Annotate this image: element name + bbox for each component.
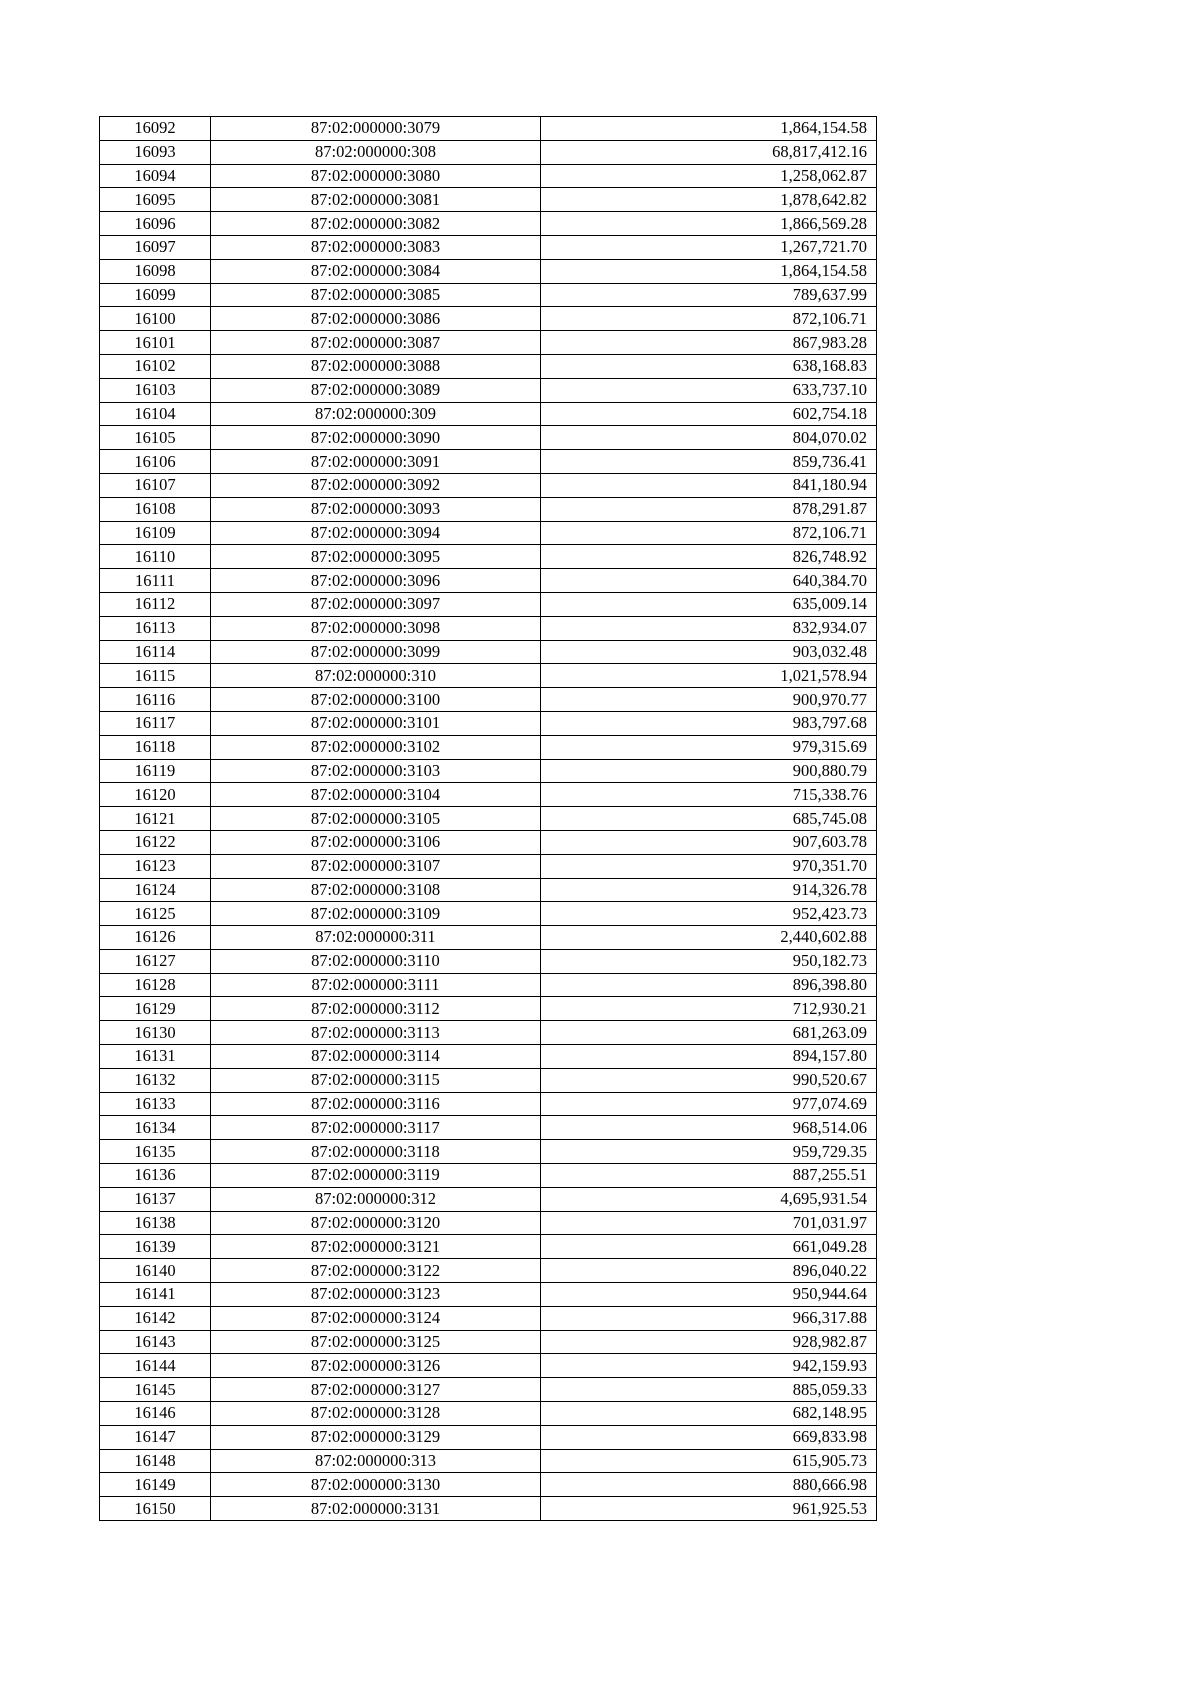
cadastral-value-cell: 880,666.98 [541,1473,877,1497]
cadastral-value-cell: 1,267,721.70 [541,235,877,259]
table-row [100,688,877,712]
cadastral-number-cell: 87:02:000000:3083 [211,235,541,259]
cadastral-number-cell: 87:02:000000:3088 [211,354,541,378]
cadastral-number-cell: 87:02:000000:311 [211,926,541,950]
row-number-cell: 16125 [100,902,211,926]
cadastral-number-cell: 87:02:000000:312 [211,1187,541,1211]
cadastral-value-cell: 872,106.71 [541,521,877,545]
row-number-cell: 16099 [100,283,211,307]
cadastral-value-cell: 977,074.69 [541,1092,877,1116]
row-number-cell: 16132 [100,1068,211,1092]
cadastral-number-cell: 87:02:000000:3090 [211,426,541,450]
cadastral-value-cell: 966,317.88 [541,1306,877,1330]
cadastral-value-cell: 950,182.73 [541,949,877,973]
row-number-cell: 16101 [100,331,211,355]
table-row [100,949,877,973]
row-number-cell: 16128 [100,973,211,997]
cadastral-number-cell: 87:02:000000:3106 [211,830,541,854]
row-number-cell: 16137 [100,1187,211,1211]
cadastral-number-cell: 87:02:000000:3131 [211,1497,541,1521]
table-row [100,997,877,1021]
table-row [100,1330,877,1354]
cadastral-number-cell: 87:02:000000:313 [211,1449,541,1473]
cadastral-value-cell: 942,159.93 [541,1354,877,1378]
cadastral-number-cell: 87:02:000000:3122 [211,1259,541,1283]
row-number-cell: 16105 [100,426,211,450]
row-number-cell: 16112 [100,592,211,616]
cadastral-value-cell: 2,440,602.88 [541,926,877,950]
cadastral-number-cell: 87:02:000000:3124 [211,1306,541,1330]
row-number-cell: 16129 [100,997,211,1021]
table-row [100,117,877,141]
cadastral-number-cell: 87:02:000000:3108 [211,878,541,902]
row-number-cell: 16110 [100,545,211,569]
row-number-cell: 16102 [100,354,211,378]
table-row [100,711,877,735]
table-row [100,1497,877,1521]
cadastral-number-cell: 87:02:000000:3110 [211,949,541,973]
table-row [100,259,877,283]
row-number-cell: 16114 [100,640,211,664]
cadastral-value-cell: 640,384.70 [541,569,877,593]
table-row [100,1164,877,1188]
cadastral-number-cell: 87:02:000000:3130 [211,1473,541,1497]
cadastral-number-cell: 87:02:000000:3094 [211,521,541,545]
cadastral-number-cell: 87:02:000000:3123 [211,1283,541,1307]
cadastral-value-cell: 872,106.71 [541,307,877,331]
cadastral-value-cell: 907,603.78 [541,830,877,854]
cadastral-number-cell: 87:02:000000:3104 [211,783,541,807]
cadastral-number-cell: 87:02:000000:3084 [211,259,541,283]
row-number-cell: 16130 [100,1021,211,1045]
cadastral-value-cell: 832,934.07 [541,616,877,640]
cadastral-number-cell: 87:02:000000:3109 [211,902,541,926]
table-row [100,878,877,902]
table-row [100,212,877,236]
row-number-cell: 16148 [100,1449,211,1473]
table-row [100,426,877,450]
cadastral-number-cell: 87:02:000000:3129 [211,1425,541,1449]
cadastral-number-cell: 87:02:000000:3107 [211,854,541,878]
cadastral-number-cell: 87:02:000000:3105 [211,807,541,831]
cadastral-value-cell: 903,032.48 [541,640,877,664]
row-number-cell: 16116 [100,688,211,712]
cadastral-value-cell: 602,754.18 [541,402,877,426]
cadastral-value-cell: 952,423.73 [541,902,877,926]
row-number-cell: 16134 [100,1116,211,1140]
row-number-cell: 16122 [100,830,211,854]
row-number-cell: 16103 [100,378,211,402]
cadastral-number-cell: 87:02:000000:3126 [211,1354,541,1378]
cadastral-value-cell: 826,748.92 [541,545,877,569]
cadastral-number-cell: 87:02:000000:3128 [211,1402,541,1426]
table-row [100,378,877,402]
row-number-cell: 16119 [100,759,211,783]
cadastral-number-cell: 87:02:000000:3111 [211,973,541,997]
cadastral-value-cell: 638,168.83 [541,354,877,378]
cadastral-number-cell: 87:02:000000:3114 [211,1045,541,1069]
cadastral-value-cell: 4,695,931.54 [541,1187,877,1211]
cadastral-number-cell: 87:02:000000:3119 [211,1164,541,1188]
cadastral-value-cell: 900,970.77 [541,688,877,712]
row-number-cell: 16135 [100,1140,211,1164]
cadastral-value-cell: 983,797.68 [541,711,877,735]
cadastral-value-cell: 661,049.28 [541,1235,877,1259]
cadastral-value-cell: 887,255.51 [541,1164,877,1188]
table-row [100,1378,877,1402]
cadastral-value-cell: 859,736.41 [541,450,877,474]
cadastral-number-cell: 87:02:000000:308 [211,140,541,164]
table-row [100,1402,877,1426]
cadastral-number-cell: 87:02:000000:3096 [211,569,541,593]
row-number-cell: 16131 [100,1045,211,1069]
row-number-cell: 16140 [100,1259,211,1283]
cadastral-value-cell: 896,398.80 [541,973,877,997]
table-row [100,592,877,616]
row-number-cell: 16106 [100,450,211,474]
row-number-cell: 16095 [100,188,211,212]
row-number-cell: 16127 [100,949,211,973]
cadastral-number-cell: 87:02:000000:3118 [211,1140,541,1164]
row-number-cell: 16108 [100,497,211,521]
table-row [100,402,877,426]
cadastral-value-cell: 789,637.99 [541,283,877,307]
table-row [100,902,877,926]
table-row [100,1449,877,1473]
cadastral-number-cell: 87:02:000000:3099 [211,640,541,664]
cadastral-number-cell: 87:02:000000:3081 [211,188,541,212]
table-row [100,973,877,997]
cadastral-number-cell: 87:02:000000:3100 [211,688,541,712]
cadastral-value-cell: 682,148.95 [541,1402,877,1426]
cadastral-value-cell: 701,031.97 [541,1211,877,1235]
cadastral-value-cell: 615,905.73 [541,1449,877,1473]
table-row [100,1283,877,1307]
row-number-cell: 16093 [100,140,211,164]
cadastral-number-cell: 87:02:000000:3082 [211,212,541,236]
cadastral-value-cell: 841,180.94 [541,473,877,497]
cadastral-value-cell: 867,983.28 [541,331,877,355]
table-row [100,521,877,545]
row-number-cell: 16115 [100,664,211,688]
row-number-cell: 16094 [100,164,211,188]
cadastral-value-cell: 878,291.87 [541,497,877,521]
row-number-cell: 16139 [100,1235,211,1259]
cadastral-value-cell: 894,157.80 [541,1045,877,1069]
row-number-cell: 16149 [100,1473,211,1497]
table-row [100,1045,877,1069]
table-row [100,1092,877,1116]
cadastral-number-cell: 87:02:000000:3117 [211,1116,541,1140]
row-number-cell: 16146 [100,1402,211,1426]
cadastral-value-cell: 959,729.35 [541,1140,877,1164]
cadastral-number-cell: 87:02:000000:3121 [211,1235,541,1259]
table-row [100,1306,877,1330]
cadastral-value-cell: 885,059.33 [541,1378,877,1402]
table-row [100,1425,877,1449]
cadastral-value-cell: 635,009.14 [541,592,877,616]
table-body [100,117,877,1521]
cadastral-number-cell: 87:02:000000:3093 [211,497,541,521]
cadastral-number-cell: 87:02:000000:3127 [211,1378,541,1402]
cadastral-value-cell: 914,326.78 [541,878,877,902]
table-row [100,1068,877,1092]
row-number-cell: 16109 [100,521,211,545]
row-number-cell: 16092 [100,117,211,141]
row-number-cell: 16145 [100,1378,211,1402]
row-number-cell: 16123 [100,854,211,878]
cadastral-value-cell: 685,745.08 [541,807,877,831]
table-row [100,1140,877,1164]
cadastral-value-cell: 950,944.64 [541,1283,877,1307]
table-row [100,664,877,688]
table-row [100,1187,877,1211]
cadastral-number-cell: 87:02:000000:3125 [211,1330,541,1354]
cadastral-number-cell: 87:02:000000:3092 [211,473,541,497]
cadastral-number-cell: 87:02:000000:3112 [211,997,541,1021]
cadastral-number-cell: 87:02:000000:3102 [211,735,541,759]
cadastral-value-cell: 715,338.76 [541,783,877,807]
row-number-cell: 16113 [100,616,211,640]
cadastral-value-cell: 968,514.06 [541,1116,877,1140]
cadastral-number-cell: 87:02:000000:3120 [211,1211,541,1235]
row-number-cell: 16124 [100,878,211,902]
cadastral-value-cell: 1,021,578.94 [541,664,877,688]
cadastral-number-cell: 87:02:000000:3080 [211,164,541,188]
table-row [100,1259,877,1283]
table-row [100,283,877,307]
cadastral-value-cell: 979,315.69 [541,735,877,759]
row-number-cell: 16143 [100,1330,211,1354]
row-number-cell: 16111 [100,569,211,593]
cadastral-value-cell: 896,040.22 [541,1259,877,1283]
cadastral-number-cell: 87:02:000000:3098 [211,616,541,640]
table-row [100,140,877,164]
cadastral-number-cell: 87:02:000000:309 [211,402,541,426]
cadastral-value-cell: 970,351.70 [541,854,877,878]
cadastral-value-cell: 1,864,154.58 [541,259,877,283]
cadastral-value-cell: 1,878,642.82 [541,188,877,212]
table-row [100,1354,877,1378]
table-row [100,759,877,783]
cadastral-value-cell: 68,817,412.16 [541,140,877,164]
cadastral-value-cell: 961,925.53 [541,1497,877,1521]
cadastral-number-cell: 87:02:000000:3095 [211,545,541,569]
table-row [100,545,877,569]
row-number-cell: 16104 [100,402,211,426]
row-number-cell: 16136 [100,1164,211,1188]
cadastral-value-cell: 1,866,569.28 [541,212,877,236]
table-row [100,1473,877,1497]
table-row [100,807,877,831]
table-row [100,1235,877,1259]
row-number-cell: 16107 [100,473,211,497]
table-row [100,1211,877,1235]
row-number-cell: 16144 [100,1354,211,1378]
cadastral-number-cell: 87:02:000000:310 [211,664,541,688]
cadastral-number-cell: 87:02:000000:3086 [211,307,541,331]
table-row [100,1116,877,1140]
row-number-cell: 16096 [100,212,211,236]
row-number-cell: 16141 [100,1283,211,1307]
table-row [100,235,877,259]
row-number-cell: 16121 [100,807,211,831]
cadastral-value-cell: 669,833.98 [541,1425,877,1449]
table-row [100,164,877,188]
row-number-cell: 16150 [100,1497,211,1521]
cadastral-number-cell: 87:02:000000:3079 [211,117,541,141]
cadastral-number-cell: 87:02:000000:3113 [211,1021,541,1045]
table-row [100,926,877,950]
cadastral-value-cell: 633,737.10 [541,378,877,402]
table-row [100,188,877,212]
cadastral-number-cell: 87:02:000000:3089 [211,378,541,402]
cadastral-number-cell: 87:02:000000:3101 [211,711,541,735]
row-number-cell: 16098 [100,259,211,283]
row-number-cell: 16097 [100,235,211,259]
table-row [100,307,877,331]
row-number-cell: 16118 [100,735,211,759]
table-row [100,830,877,854]
table-row [100,735,877,759]
row-number-cell: 16126 [100,926,211,950]
cadastral-value-cell: 804,070.02 [541,426,877,450]
row-number-cell: 16120 [100,783,211,807]
table-row [100,569,877,593]
cadastral-value-cell: 1,258,062.87 [541,164,877,188]
row-number-cell: 16147 [100,1425,211,1449]
cadastral-number-cell: 87:02:000000:3085 [211,283,541,307]
table-row [100,616,877,640]
cadastral-value-cell: 900,880.79 [541,759,877,783]
cadastral-number-cell: 87:02:000000:3103 [211,759,541,783]
cadastral-number-cell: 87:02:000000:3097 [211,592,541,616]
table-row [100,450,877,474]
table-row [100,640,877,664]
row-number-cell: 16142 [100,1306,211,1330]
table-row [100,473,877,497]
cadastral-value-cell: 928,982.87 [541,1330,877,1354]
table-row [100,854,877,878]
table-row [100,783,877,807]
cadastral-number-cell: 87:02:000000:3115 [211,1068,541,1092]
row-number-cell: 16133 [100,1092,211,1116]
table-row [100,1021,877,1045]
cadastral-value-cell: 990,520.67 [541,1068,877,1092]
cadastral-number-cell: 87:02:000000:3116 [211,1092,541,1116]
cadastral-value-table [99,116,877,1521]
cadastral-value-cell: 1,864,154.58 [541,117,877,141]
row-number-cell: 16117 [100,711,211,735]
cadastral-number-cell: 87:02:000000:3087 [211,331,541,355]
cadastral-value-cell: 712,930.21 [541,997,877,1021]
table-row [100,354,877,378]
table-row [100,497,877,521]
row-number-cell: 16138 [100,1211,211,1235]
row-number-cell: 16100 [100,307,211,331]
cadastral-value-cell: 681,263.09 [541,1021,877,1045]
cadastral-number-cell: 87:02:000000:3091 [211,450,541,474]
table-row [100,331,877,355]
